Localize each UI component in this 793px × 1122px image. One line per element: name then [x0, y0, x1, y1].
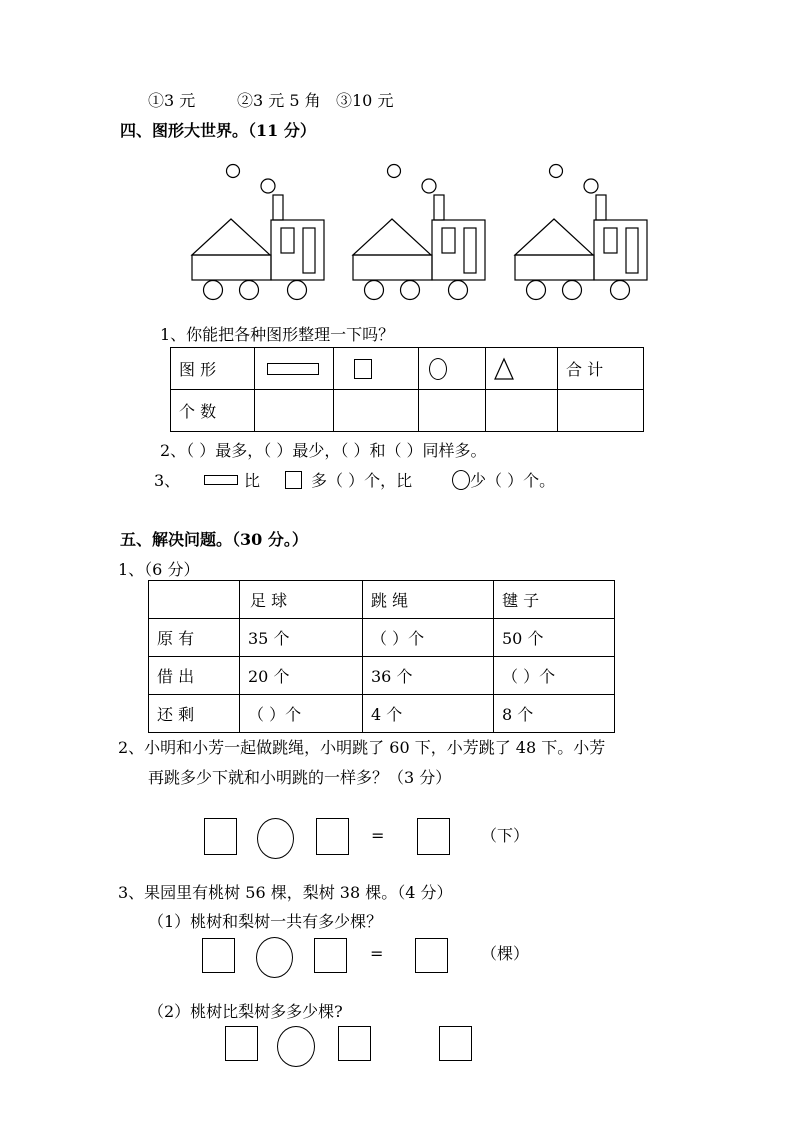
- window-rectangle: [303, 228, 315, 273]
- section-4-heading: 四、图形大世界。（11 分）: [120, 121, 316, 140]
- count-cell[interactable]: [486, 390, 558, 432]
- smoke-circle: [550, 165, 563, 178]
- roof-triangle: [515, 219, 593, 255]
- answer-box[interactable]: [314, 938, 347, 973]
- answer-box[interactable]: [415, 938, 448, 973]
- table-row-label: 原 有: [149, 619, 240, 657]
- count-cell[interactable]: [558, 390, 644, 432]
- wheel-circle: [365, 281, 384, 300]
- train-figures: [0, 155, 793, 315]
- wheel-circle: [204, 281, 223, 300]
- count-row-label: 个 数: [171, 390, 255, 432]
- problem-3-line-1: 3、果园里有桃树 56 棵，梨树 38 棵。（4 分）: [118, 883, 453, 902]
- table-row-label: 还 剩: [149, 695, 240, 733]
- problem-2-line-1: 2、小明和小芳一起做跳绳，小明跳了 60 下，小芳跳了 48 下。小芳: [118, 738, 606, 757]
- table-cell: 35 个: [240, 619, 363, 657]
- problem-3-sub-1: （1）桃树和梨树一共有多少棵？: [148, 912, 383, 931]
- window-rectangle: [442, 228, 455, 253]
- cab-rectangle: [594, 220, 647, 280]
- items-table: [148, 580, 615, 733]
- answer-box[interactable]: [204, 818, 237, 855]
- wheel-circle: [563, 281, 582, 300]
- problem-2-line-2: 再跳多少下就和小明跳的一样多？（3 分）: [148, 768, 452, 787]
- table-header-cell: 跳 绳: [363, 581, 494, 619]
- table-header-cell: 足 球: [240, 581, 363, 619]
- window-rectangle: [464, 228, 476, 273]
- table-cell[interactable]: （ ）个: [240, 695, 363, 733]
- wheel-circle: [449, 281, 468, 300]
- circle-icon: [452, 470, 470, 490]
- answer-box[interactable]: [202, 938, 235, 973]
- choice-3: ③10 元: [336, 91, 394, 110]
- rectangle-icon: [204, 475, 238, 485]
- window-rectangle: [604, 228, 617, 253]
- rectangle-header: [255, 348, 334, 390]
- wheel-circle: [288, 281, 307, 300]
- table-cell: 4 个: [363, 695, 494, 733]
- answer-box[interactable]: [316, 818, 349, 855]
- problem-1-label: 1、（6 分）: [118, 560, 200, 579]
- smoke-circle: [584, 179, 598, 193]
- table-cell[interactable]: （ ）个: [494, 657, 615, 695]
- unit-label: （棵）: [481, 944, 530, 963]
- problem-3-sub-2: （2）桃树比梨树多多少棵?: [148, 1002, 343, 1021]
- smoke-circle: [422, 179, 436, 193]
- count-cell[interactable]: [419, 390, 486, 432]
- operator-circle[interactable]: [256, 937, 293, 978]
- equals-sign: =: [370, 944, 384, 963]
- cab-rectangle: [432, 220, 485, 280]
- choice-2: ②3 元 5 角: [237, 91, 321, 110]
- section-4-q3-compare: 比: [244, 471, 261, 490]
- train-1: [192, 165, 324, 300]
- table-cell: 8 个: [494, 695, 615, 733]
- square-header: [334, 348, 419, 390]
- smoke-circle: [388, 165, 401, 178]
- wheel-circle: [240, 281, 259, 300]
- table-cell[interactable]: （ ）个: [363, 619, 494, 657]
- section-4-q3-number: 3、: [154, 471, 181, 490]
- table-header-cell: [149, 581, 240, 619]
- answer-box[interactable]: [225, 1026, 258, 1061]
- section-4-q1: 1、你能把各种图形整理一下吗？: [160, 325, 395, 344]
- triangle-header: [486, 348, 558, 390]
- table-row-label: 借 出: [149, 657, 240, 695]
- circle-icon: [429, 358, 447, 380]
- total-header: 合 计: [558, 348, 644, 390]
- car-rectangle: [192, 255, 271, 280]
- triangle-icon: [494, 358, 514, 380]
- unit-label: （下）: [481, 826, 530, 845]
- chimney-rectangle: [596, 195, 606, 220]
- square-icon: [354, 359, 372, 379]
- table-header-cell: 毽 子: [494, 581, 615, 619]
- roof-triangle: [353, 219, 431, 255]
- window-rectangle: [281, 228, 294, 253]
- train-3: [515, 165, 647, 300]
- shape-row-label: 图 形: [171, 348, 255, 390]
- wheel-circle: [401, 281, 420, 300]
- rectangle-icon: [267, 363, 319, 375]
- car-rectangle: [353, 255, 432, 280]
- chimney-rectangle: [434, 195, 444, 220]
- train-2: [353, 165, 485, 300]
- shape-count-table: [170, 347, 644, 432]
- section-4-q2: 2、（ ）最多，（ ）最少，（ ）和（ ）同样多。: [160, 441, 487, 460]
- section-5-heading: 五、解决问题。（30 分。）: [120, 530, 308, 549]
- cab-rectangle: [271, 220, 324, 280]
- wheel-circle: [611, 281, 630, 300]
- choice-1: ①3 元: [148, 91, 196, 110]
- operator-circle[interactable]: [277, 1026, 315, 1067]
- count-cell[interactable]: [334, 390, 419, 432]
- table-cell: 50 个: [494, 619, 615, 657]
- answer-box[interactable]: [338, 1026, 371, 1061]
- answer-box[interactable]: [439, 1026, 472, 1061]
- chimney-rectangle: [273, 195, 283, 220]
- answer-box[interactable]: [417, 818, 450, 855]
- smoke-circle: [227, 165, 240, 178]
- section-4-q3-less: 少（ ）个。: [470, 471, 556, 490]
- square-icon: [285, 471, 302, 489]
- table-cell: 20 个: [240, 657, 363, 695]
- section-4-q3-more: 多（ ）个，比: [311, 471, 413, 490]
- table-cell: 36 个: [363, 657, 494, 695]
- equals-sign: =: [371, 826, 385, 845]
- wheel-circle: [527, 281, 546, 300]
- count-cell[interactable]: [255, 390, 334, 432]
- car-rectangle: [515, 255, 594, 280]
- operator-circle[interactable]: [257, 818, 294, 859]
- circle-header: [419, 348, 486, 390]
- window-rectangle: [626, 228, 638, 273]
- roof-triangle: [192, 219, 270, 255]
- smoke-circle: [261, 179, 275, 193]
